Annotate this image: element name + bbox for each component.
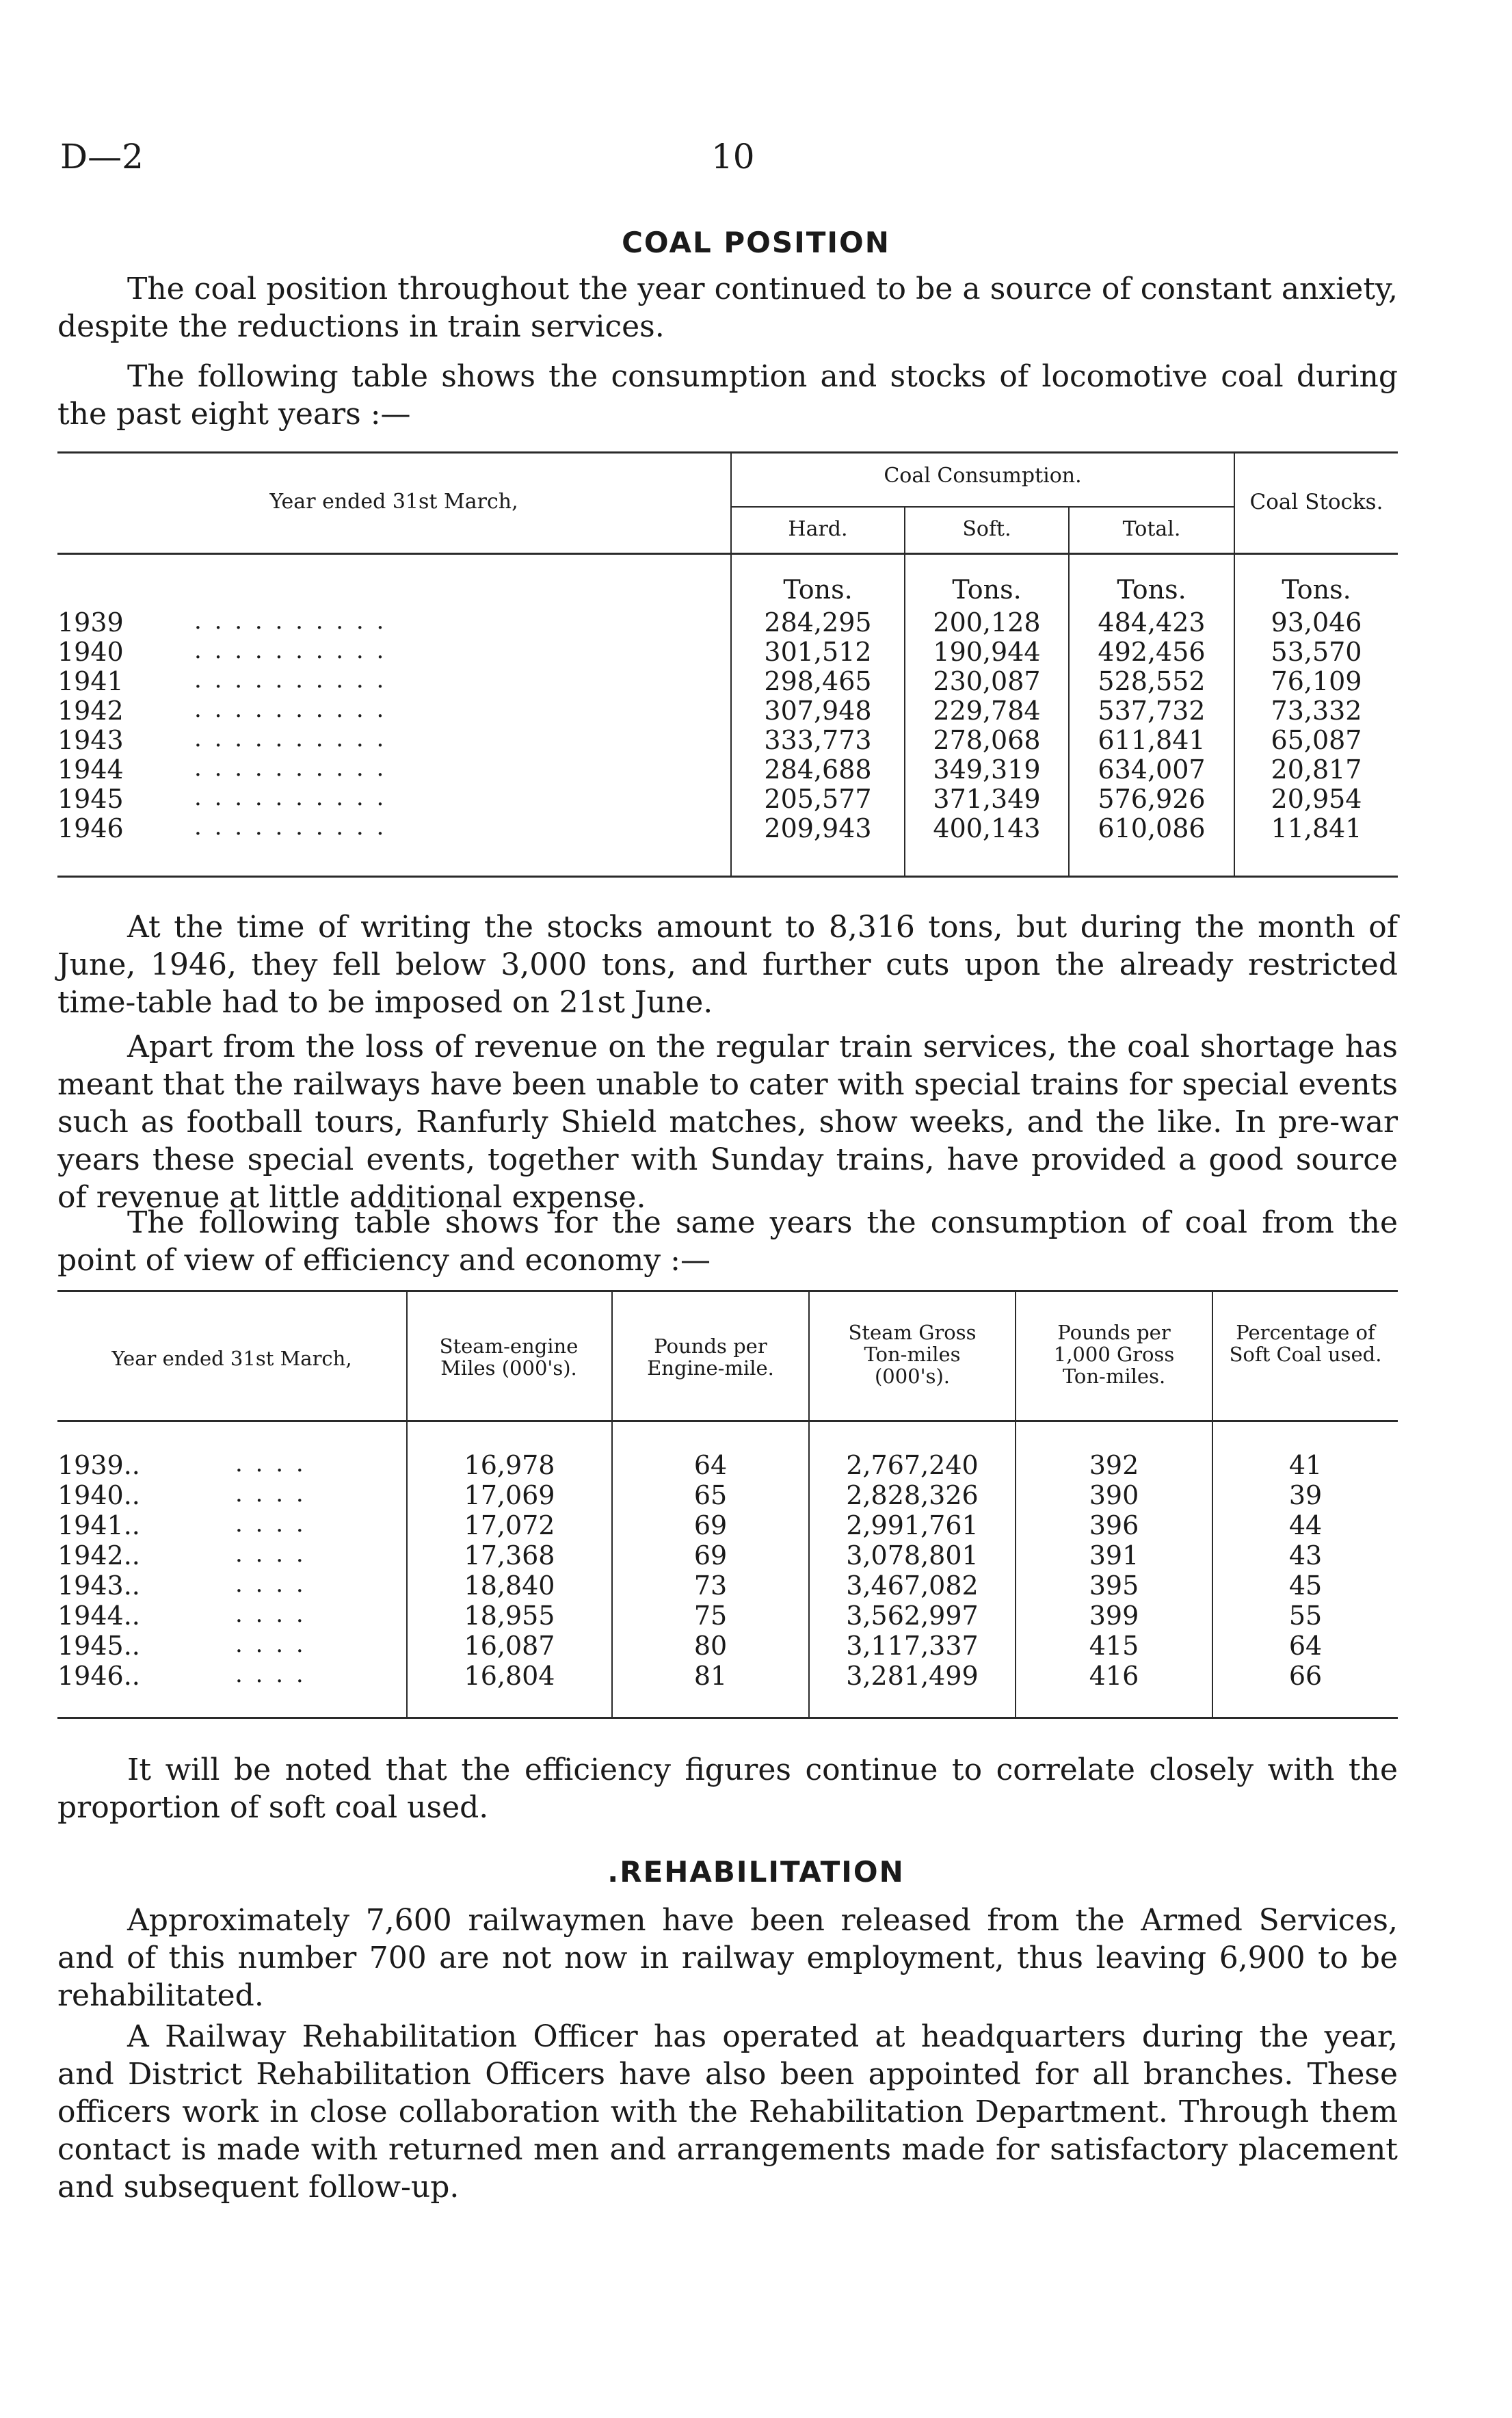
table-cell: 284,295 [764,607,872,638]
table-cell: 391 [1089,1540,1139,1571]
table-cell: 17,069 [464,1480,555,1510]
table-row-year: 1945 [57,784,124,814]
table-cell: 20,954 [1271,784,1362,814]
paragraph [57,1204,1398,1279]
table-cell: 17,368 [464,1540,555,1571]
table-cell: 484,423 [1098,607,1206,638]
col-header-total: Total. [1122,517,1181,541]
paragraph-text: At the time of writing the stocks amount to 8,316 tons, but during the month of June, 1946, they fell below 3,000 tons, and further cuts upon the already restricted time-table had to be imposed on 21st June. [57,910,1398,1020]
table-cell: 69 [693,1540,728,1571]
page-number: 10 [711,137,755,176]
paragraph [57,2018,1398,2206]
table-cell: 17,072 [464,1510,555,1540]
table-cell: 2,767,240 [846,1450,979,1480]
leader-dots: . . . . . . . . . . [194,725,387,752]
table-cell: 39 [1288,1480,1323,1510]
table-row-year: 1944 [57,754,124,785]
table-cell: 2,991,761 [846,1510,979,1540]
leader-dots: . . . . . . . . . . [194,696,387,723]
table-cell: 66 [1288,1661,1323,1691]
table-cell: 76,109 [1271,666,1362,696]
table-row-year: 1940.. [57,1480,140,1510]
table-row-year: 1946.. [57,1661,140,1691]
table-row-year: 1946 [57,813,124,843]
table-cell: 333,773 [764,725,872,755]
col-header-hard: Hard. [788,517,848,541]
paragraph-text: A Railway Rehabilitation Officer has operated at headquarters during the year, and District Rehabilitation Officers have also been appointed for all branches. These officers work in close collaboration with the Rehabilitation Department. Through them contact is made with returned men and arrangements made for satisfactory placement and subsequent follow-up. [57,2019,1398,2205]
table-cell: 278,068 [933,725,1041,755]
table-cell: 44 [1288,1510,1323,1540]
table-cell: 18,955 [464,1601,555,1631]
unit-label: Tons. [1282,575,1351,605]
table-cell: 200,128 [933,607,1041,638]
table-cell: 396 [1089,1510,1139,1540]
table-cell: 634,007 [1098,754,1206,785]
col-header-soft: Soft. [962,517,1011,541]
table-cell: 209,943 [764,813,872,843]
col-header-coal-stocks: Coal Stocks. [1249,490,1383,514]
leader-dots: . . . . [235,1540,306,1568]
document-reference: D—2 [60,137,144,176]
paragraph-text: It will be noted that the efficiency figures continue to correlate closely with the proportion of soft coal used. [57,1752,1398,1825]
table-cell: 45 [1288,1571,1323,1601]
table-row-year: 1939.. [57,1450,140,1480]
table-cell: 41 [1288,1450,1323,1480]
leader-dots: . . . . [235,1480,306,1508]
table-cell: 576,926 [1098,784,1206,814]
table-cell: 16,978 [464,1450,555,1480]
table-cell: 11,841 [1271,813,1362,843]
paragraph [57,1902,1398,2014]
table-cell: 73,332 [1271,696,1362,726]
table-cell: 75 [693,1601,728,1631]
paragraph [57,358,1398,433]
table-cell: 69 [693,1510,728,1540]
paragraph-text: The following table shows the consumption and stocks of locomotive coal during the past eight years :— [57,359,1398,432]
section-heading-coal: COAL POSITION [622,226,890,259]
table-cell: 610,086 [1098,813,1206,843]
paragraph-text: Apart from the loss of revenue on the regular train services, the coal shortage has meant that the railways have been unable to cater with special trains for special events such as football tours, Ranfurly Shield matches, show weeks, and the like. In pre-war years these special events, together with Sunday trains, have provided a good source of revenue at little additional expense. [57,1029,1398,1215]
table-cell: 18,840 [464,1571,555,1601]
leader-dots: . . . . . . . . . . [194,637,387,664]
coal-consumption-table [57,443,1398,881]
table-row-year: 1943 [57,725,124,755]
table-cell: 392 [1089,1450,1139,1480]
paragraph [57,1028,1398,1216]
table-cell: 64 [693,1450,728,1480]
table-cell: 205,577 [764,784,872,814]
table-row-year: 1943.. [57,1571,140,1601]
col-header-year: Year ended 31st March, [269,490,518,514]
table-cell: 399 [1089,1601,1139,1631]
table-cell: 230,087 [933,666,1041,696]
leader-dots: . . . . [235,1571,306,1598]
leader-dots: . . . . [235,1631,306,1658]
paragraph [57,1751,1398,1826]
col-header-coal-consumption: Coal Consumption. [884,464,1082,488]
leader-dots: . . . . [235,1450,306,1477]
table-cell: 2,828,326 [846,1480,979,1510]
table-cell: 307,948 [764,696,872,726]
table-cell: 301,512 [764,637,872,667]
table-row-year: 1939 [57,607,124,638]
col-header-engine-miles: Steam-engine Miles (000's). [439,1335,579,1380]
table-cell: 65,087 [1271,725,1362,755]
table-cell: 16,804 [464,1661,555,1691]
leader-dots: . . . . [235,1601,306,1628]
paragraph-text: Approximately 7,600 railwaymen have been released from the Armed Services, and of this number 700 are not now in railway employment, thus leaving 6,900 to be rehabilitated. [57,1903,1398,2013]
unit-label: Tons. [783,575,853,605]
table-cell: 43 [1288,1540,1323,1571]
table-row-year: 1940 [57,637,124,667]
table-cell: 492,456 [1098,637,1206,667]
table-cell: 298,465 [764,666,872,696]
table-cell: 3,117,337 [846,1631,979,1661]
leader-dots: . . . . . . . . . . [194,754,387,782]
table-cell: 65 [693,1480,728,1510]
table-cell: 80 [693,1631,728,1661]
table-cell: 16,087 [464,1631,555,1661]
table-cell: 284,688 [764,754,872,785]
table-cell: 390 [1089,1480,1139,1510]
col-header-soft-coal-pct: Percentage of Soft Coal used. [1229,1321,1382,1366]
table-cell: 395 [1089,1571,1139,1601]
leader-dots: . . . . [235,1510,306,1538]
table-cell: 371,349 [933,784,1041,814]
table-cell: 349,319 [933,754,1041,785]
col-header-pounds-per-1000: Pounds per 1,000 Gross Ton-miles. [1053,1321,1175,1388]
table-cell: 416 [1089,1661,1139,1691]
col-header-pounds-per-mile: Pounds per Engine-mile. [647,1335,774,1380]
table-cell: 3,467,082 [846,1571,979,1601]
table-row-year: 1944.. [57,1601,140,1631]
table-cell: 415 [1089,1631,1139,1661]
leader-dots: . . . . . . . . . . [194,784,387,811]
table-cell: 73 [693,1571,728,1601]
table-cell: 3,281,499 [846,1661,979,1691]
table-cell: 3,078,801 [846,1540,979,1571]
leader-dots: . . . . . . . . . . [194,666,387,694]
table-cell: 3,562,997 [846,1601,979,1631]
table-cell: 229,784 [933,696,1041,726]
table-row-year: 1945.. [57,1631,140,1661]
table-cell: 611,841 [1098,725,1206,755]
col-header-year: Year ended 31st March, [111,1347,352,1370]
table-cell: 528,552 [1098,666,1206,696]
leader-dots: . . . . . . . . . . [194,813,387,841]
table-row-year: 1942.. [57,1540,140,1571]
table-row-year: 1941.. [57,1510,140,1540]
table-cell: 93,046 [1271,607,1362,638]
paragraph-text: The following table shows for the same years the consumption of coal from the point of view of efficiency and economy :— [57,1205,1398,1278]
table-cell: 190,944 [933,637,1041,667]
unit-label: Tons. [1117,575,1186,605]
table-cell: 400,143 [933,813,1041,843]
table-cell: 537,732 [1098,696,1206,726]
table-row-year: 1941 [57,666,124,696]
paragraph-text: The coal position throughout the year continued to be a source of constant anxiety, despite the reductions in train services. [57,272,1398,344]
leader-dots: . . . . . . . . . . [194,607,387,635]
section-heading-rehabilitation: .REHABILITATION [607,1855,905,1889]
col-header-gross-ton-miles: Steam Gross Ton-miles (000's). [848,1321,977,1388]
unit-label: Tons. [952,575,1022,605]
table-cell: 81 [693,1661,728,1691]
leader-dots: . . . . [235,1661,306,1688]
paragraph [57,908,1398,1021]
table-row-year: 1942 [57,696,124,726]
efficiency-table [57,1286,1398,1724]
paragraph [57,270,1398,345]
table-cell: 64 [1288,1631,1323,1661]
table-cell: 55 [1288,1601,1323,1631]
table-cell: 53,570 [1271,637,1362,667]
table-cell: 20,817 [1271,754,1362,785]
